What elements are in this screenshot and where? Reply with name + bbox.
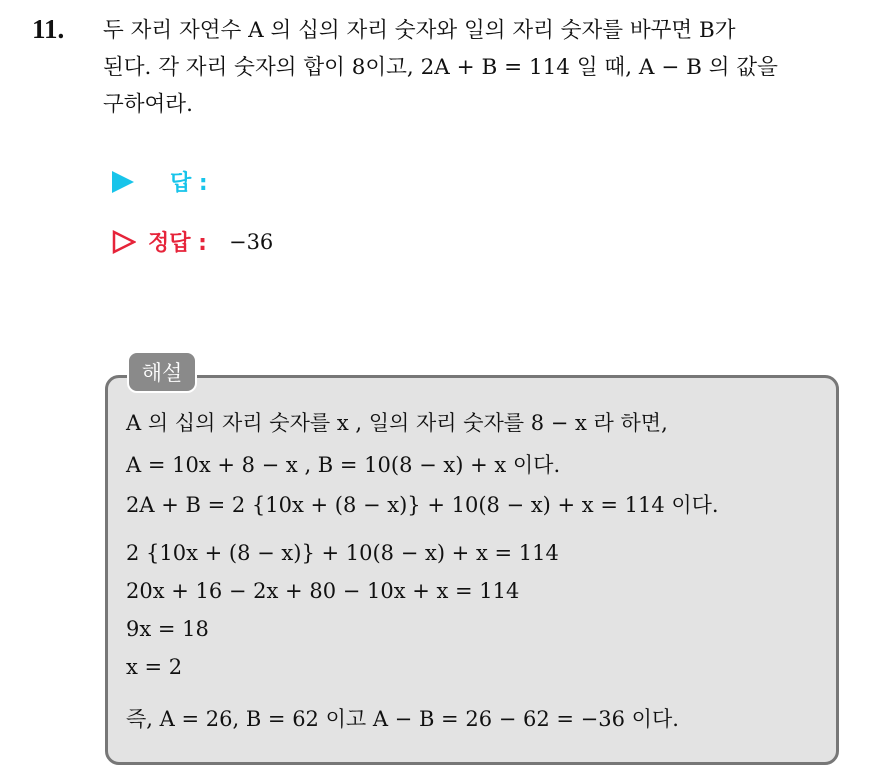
correct-answer-label: 정답 : xyxy=(148,231,207,256)
solution-line: 9x = 18 xyxy=(126,617,209,641)
solution-line: 2A + B = 2 {10x + (8 − x)} + 10(8 − x) + x = 114 이다. xyxy=(126,493,719,517)
solution-line: A = 10x + 8 − x , B = 10(8 − x) + x 이다. xyxy=(126,453,561,477)
solution-line: x = 2 xyxy=(126,655,183,679)
play-triangle-icon xyxy=(112,171,134,193)
solution-line: 즉, A = 26, B = 62 이고 A − B = 26 − 62 = −36 이다. xyxy=(126,707,679,731)
question-line: 두 자리 자연수 A 의 십의 자리 숫자와 일의 자리 숫자를 바꾸면 B가 xyxy=(103,18,736,43)
answer-row xyxy=(112,166,208,197)
answer-label: 답 : xyxy=(170,171,208,196)
question-number: 11. xyxy=(32,14,65,44)
solution-line: 2 {10x + (8 − x)} + 10(8 − x) + x = 114 xyxy=(126,541,559,565)
outline-triangle-icon xyxy=(112,230,136,254)
correct-answer-row xyxy=(112,226,273,257)
correct-answer-value: −36 xyxy=(228,229,274,254)
solution-line: 20x + 16 − 2x + 80 − 10x + x = 114 xyxy=(126,579,520,603)
question-text xyxy=(103,12,863,123)
question-line: 된다. 각 자리 숫자의 합이 8이고, 2A + B = 114 일 때, A − B 의 값을 xyxy=(103,55,778,80)
solution-line: A 의 십의 자리 숫자를 x , 일의 자리 숫자를 8 − x 라 하면, xyxy=(126,411,668,435)
question-line: 구하여라. xyxy=(103,92,193,117)
solution-tag: 해설 xyxy=(127,351,197,393)
